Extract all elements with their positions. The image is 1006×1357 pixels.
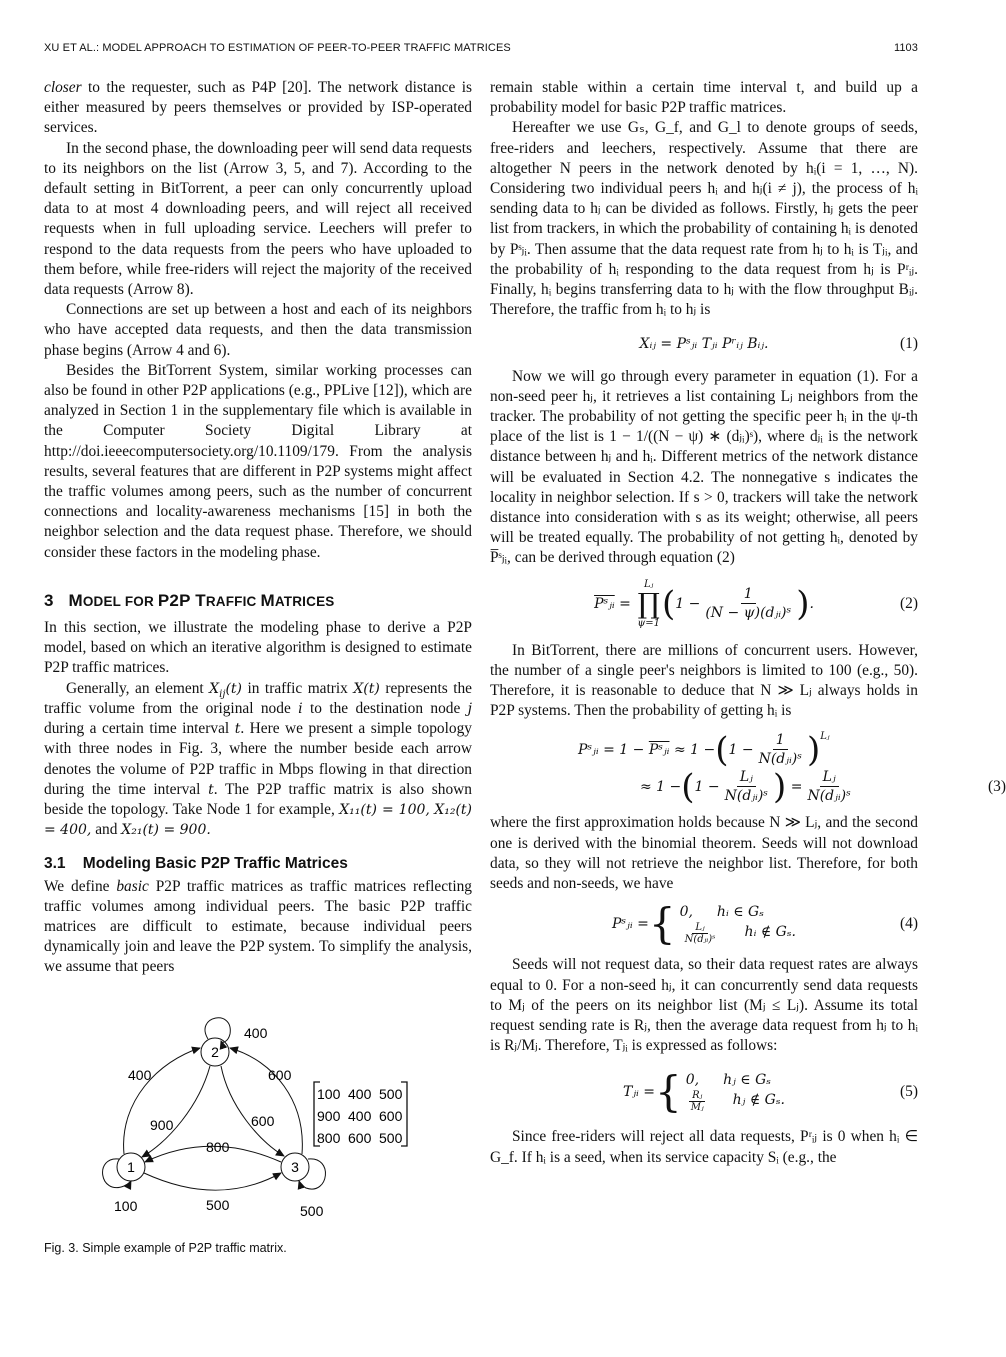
subsection-heading [44, 854, 472, 874]
paragraph: Connections are set up between a host and each of its neighbors who have accepted data requests, and then the data transmission phase begins (Arrow 4 and 6). [44, 301, 472, 359]
italic-term: basic [116, 877, 149, 895]
node-label: 3 [291, 1158, 299, 1175]
case-condition: hⱼ ∈ Gₛ [723, 1072, 772, 1089]
equation-5: Tⱼᵢ = { 0, hⱼ ∈ Gₛ $\frac{\text{Rⱼ}}{\text{Mⱼ}}$ hⱼ ∉ Gₛ. (5) [622, 1066, 918, 1116]
denominator: N(dⱼᵢ)ˢ [758, 751, 802, 768]
term: 1 − [675, 595, 701, 612]
math-xt: X(t) [353, 680, 380, 697]
denominator: N(dⱼᵢ)ˢ [684, 934, 716, 946]
term: = [790, 778, 803, 795]
fraction [804, 768, 853, 805]
math-xij: $X_{ij}(t)$ [209, 680, 243, 700]
matrix-cell: 500 [379, 1129, 403, 1146]
matrix-cell: 500 [379, 1085, 403, 1102]
denominator: Mⱼ [690, 1102, 704, 1114]
equation-number: (1) [900, 335, 918, 353]
edge-label: 900 [150, 1116, 174, 1133]
matrix-cell: 600 [379, 1107, 403, 1124]
equation-number: (5) [900, 1082, 918, 1100]
section-number: 3 [44, 590, 54, 610]
term: 1 − [728, 741, 754, 758]
paragraph: Now we will go through every parameter in equation (1). For a non-seed peer hⱼ, it retrieves a list containing Lⱼ neighbors from the tracker. The probability of not getting the specific peer hᵢ in the ψ-th place of the list is 1 − 1/((N − ψ) ∗ (dⱼᵢ)ˢ), where dⱼᵢ is the network distance between hⱼ and hᵢ. Different metrics of the network distance will be evaluated in Section 4.2. The nonnegative s indicates the locality in neighbor selection. If s > 0, trackers will take the network distance into consideration with s as its weight; otherwise, all peers will be treated equally. The probability of not getting hᵢ, denoted by P̅ˢⱼᵢ, can be derived through equation (2) [490, 367, 918, 567]
edge-label: 600 [251, 1112, 275, 1129]
numerator: Rⱼ [689, 1090, 705, 1102]
figure-3 [44, 1006, 472, 1238]
term: . [809, 595, 814, 612]
exponent: Lⱼ [820, 731, 830, 743]
paragraph: Since free-riders will reject all data requests, Pʳᵢⱼ is 0 when hᵢ ∈ G_f. If hᵢ is a seed, when its service capacity Sᵢ (e.g., the [490, 1128, 918, 1166]
text: We define [44, 877, 117, 895]
equation-1 [490, 334, 918, 354]
heading-part: RAFFIC [205, 593, 261, 609]
math-t: t [208, 781, 214, 798]
product-operator: Lⱼ ∏ ψ=1 [637, 578, 660, 629]
fraction [722, 768, 771, 805]
equation-body: Xᵢⱼ = Pˢⱼᵢ Tⱼᵢ Pʳᵢⱼ Bᵢⱼ. [639, 336, 769, 353]
equation-lhs: Tⱼᵢ = [622, 1083, 656, 1100]
equation-4: Pˢⱼᵢ = { 0, hᵢ ∈ Gₛ $\frac{\text{Lⱼ}}{\text{N(dⱼᵢ)ˢ}}$ hᵢ ∉ Gₛ. (4) [611, 898, 918, 948]
page-number: 1103 [893, 42, 918, 54]
matrix-cell: 900 [317, 1107, 341, 1124]
fraction [682, 922, 719, 945]
text: . Here we present a simple topology with three nodes in Fig. 3, where the number beside each arrow denotes the volume of P2P traffic in Mbps flowing in that direction during the time interval [44, 720, 472, 798]
term: ≈ 1 − [673, 741, 716, 758]
math-x21: X₂₁(t) = 900. [121, 822, 211, 839]
denominator: N(dⱼᵢ)ˢ [724, 788, 769, 805]
equation-number: (3) [988, 777, 1006, 795]
paragraph: where the first approximation holds because N ≫ Lⱼ, and the second one is derived with the binomial theorem. Seeds will not download data, so they will not retrieve the neighbor list. Therefore, for both seeds and non-seeds, we have [490, 814, 918, 893]
text: Generally, an element [66, 679, 210, 697]
node-label: 2 [211, 1043, 219, 1060]
lower-limit: ψ=1 [637, 617, 660, 629]
numerator: 1 [741, 585, 756, 604]
cases [686, 1070, 785, 1113]
numerator: Lⱼ [692, 922, 707, 934]
edge-label: 400 [128, 1066, 152, 1083]
matrix-cell: 600 [348, 1129, 372, 1146]
paragraph [44, 679, 472, 841]
numerator: Lⱼ [737, 768, 756, 787]
edge-label: 500 [206, 1196, 230, 1213]
matrix-cell: 400 [348, 1107, 372, 1124]
edge-label: 800 [206, 1138, 230, 1155]
subsection-number: 3.1 [44, 855, 66, 873]
math-x12: X₁₂(t) = 400, [44, 801, 472, 839]
paragraph: Besides the BitTorrent System, similar working processes can also be found in other P2P applications (e.g., PPLive [12]), which are analyzed in Section 1 in the supplementary file which is available in the Computer Society Digital Library at http://doi.ieeecomputersociety.org/10.1109/179. From the analysis results, several features that are different in P2P systems might affect the traffic volumes among peers, such as the number of concurrent connections and locality-awareness mechanisms [15] in both the neighbor selection and the data request phase. Therefore, we should consider these factors in the modeling phase. [44, 361, 472, 561]
denominator: N(dⱼᵢ)ˢ [807, 788, 851, 805]
math-x11: X₁₁(t) = 100, [339, 801, 430, 818]
right-column [490, 78, 1006, 1168]
text: and [91, 821, 122, 839]
matrix-cell: 100 [317, 1085, 341, 1102]
paragraph-text: to the requester, such as P4P [20]. The network distance is either measured by peers themselves or provided by ISP-operated services. [44, 79, 472, 137]
math-t: t [234, 721, 241, 738]
equation-number: (2) [900, 594, 918, 612]
term: Pˢⱼᵢ [648, 741, 670, 758]
paragraph: In this section, we illustrate the modeling phase to derive a P2P model, based on which an iterative algorithm is designed to estimate P2P traffic matrices. [44, 619, 472, 677]
heading-part: M [260, 590, 275, 610]
heading-part: ODEL FOR [82, 593, 158, 609]
edge-label: 600 [268, 1066, 292, 1083]
matrix-cell: 400 [348, 1085, 372, 1102]
paragraph: remain stable within a certain time interval t, and build up a probability model for basic P2P traffic matrices. [490, 79, 918, 117]
text: to the destination node [302, 699, 468, 717]
paragraph: In the second phase, the downloading peer will send data requests to its neighbors on the list (Arrow 3, 5, and 7). According to the default setting in BitTorrent, a peer can only concurrently upload data to at most 4 downloading peers, and will reject all received requests when in full uploading service. Leechers will prefer to respond to the data requests from the peers who have uploaded to them before, while free-riders will reject the majority of the received data requests (Arrow 8). [44, 139, 472, 299]
case-condition: hᵢ ∈ Gₛ [716, 904, 764, 921]
case-value: 0, [679, 904, 693, 921]
case-condition: hᵢ ∉ Gₛ. [744, 924, 796, 941]
paragraph [44, 877, 472, 978]
equation-lhs: Pˢⱼᵢ [594, 595, 615, 612]
figure-caption: Fig. 3. Simple example of P2P traffic matrix. [44, 1240, 287, 1255]
paragraph: In BitTorrent, there are millions of concurrent users. However, the number of a single peer's neighbors is limited to 100 (e.g., 50). Therefore, it is reasonable to deduce that N ≫ Lⱼ always holds in P2P systems. Then the probability of getting hᵢ is [490, 641, 918, 720]
heading-part: M [68, 590, 83, 610]
equation-3 [490, 729, 1006, 807]
heading-part: P2P T [157, 590, 206, 610]
math-i: i [298, 700, 303, 717]
numerator: 1 [773, 731, 788, 750]
paragraph: Seeds will not request data, so their data request rates are always equal to 0. For a non-seed hⱼ, it can concurrently send data requests to Mⱼ of the peers on its neighbor list (Mⱼ ≤ Lⱼ). Assume its total request sending rate is Rⱼ, then the average data request from hⱼ to hᵢ is Rⱼ/Mⱼ. Therefore, Tⱼᵢ is expressed as follows: [490, 956, 918, 1055]
numerator: Lⱼ [820, 768, 839, 787]
term: 1 − [694, 778, 720, 795]
equation-line: Pˢⱼᵢ = 1 − Pˢⱼᵢ ≈ 1 − ( 1 − $\frac{1}{\text{N(dⱼᵢ)ˢ}}$ ) $^{Lⱼ}$ [578, 729, 830, 770]
traffic-topology-diagram [44, 1006, 472, 1238]
text: P2P traffic matrices as traffic matrices reflecting traffic volumes among individual peers. The basic P2P traffic matrices are difficult to estimate, because individual peers dynamically join and leave the P2P system. To simplify the analysis, we assume that peers [44, 877, 472, 976]
node-label: 1 [127, 1158, 135, 1175]
text: . The P2P traffic matrix is also shown beside the topology. Take Node 1 for example, [44, 780, 472, 818]
section-heading [44, 591, 472, 612]
edge-label: 400 [244, 1024, 268, 1041]
case-value: 0, [685, 1072, 700, 1089]
running-header [44, 42, 918, 54]
term: ≈ 1 − [640, 778, 682, 795]
math-j: j [467, 700, 472, 717]
equation-2: Pˢⱼᵢ = Lⱼ ∏ ψ=1 ( 1 − $\frac{1}{\text{(N − ψ)(dⱼᵢ)ˢ}}$ ) . (2) [594, 578, 918, 629]
traffic-matrix [317, 1086, 403, 1146]
fraction [702, 585, 794, 622]
paragraph: Hereafter we use Gₛ, G_f, and G_l to denote groups of seeds, free-riders and leechers, respectively. Assume that there are altogether N peers in the network denoted by hᵢ(i = 1, …, N). Considering two individual peers hᵢ and hⱼ(i ≠ j), the process of hᵢ sending data to hⱼ can be divided as follows. Firstly, hⱼ gets the peer list from trackers, in which the probability of containing hᵢ is denoted by Pˢⱼᵢ. Then assume that the data request rate from hⱼ to hᵢ is Tⱼᵢ, and the probability of hᵢ responding to the data request from hⱼ is Pʳᵢⱼ. Finally, hᵢ begins transferring data to hⱼ with the flow throughput Bᵢⱼ. Therefore, the traffic from hᵢ to hⱼ is [490, 119, 918, 319]
upper-limit: Lⱼ [644, 578, 654, 590]
equation-lhs: Pˢⱼᵢ = [611, 915, 649, 932]
equation-line: ≈ 1 − ( 1 − $\frac{\text{Lⱼ}}{\text{N(dⱼᵢ)ˢ}}$ ) = $\frac{\text{Lⱼ}}{\text{N(dⱼᵢ)ˢ}}$ (3) [640, 766, 1006, 807]
italic-term: closer [44, 79, 82, 96]
text: during a certain time interval [44, 720, 235, 738]
heading-part: ATRICES [274, 593, 335, 609]
term: Pˢⱼᵢ = 1 − [578, 741, 645, 758]
subsection-title: Modeling Basic P2P Traffic Matrices [82, 855, 348, 873]
paragraph [44, 78, 472, 139]
fraction [688, 1090, 707, 1113]
equation-number: (4) [900, 914, 918, 932]
fraction [756, 731, 805, 768]
edge-label: 100 [114, 1197, 138, 1214]
matrix-cell: 800 [317, 1129, 341, 1146]
text: in traffic matrix [242, 679, 354, 697]
left-column [44, 78, 472, 1258]
denominator: (N − ψ)(dⱼᵢ)ˢ [705, 605, 792, 622]
cases [680, 902, 796, 945]
running-title: XU ET AL.: MODEL APPROACH TO ESTIMATION OF PEER-TO-PEER TRAFFIC MATRICES [44, 42, 511, 54]
text: represents the traffic volume from the original node [44, 679, 472, 717]
edge-label: 500 [300, 1202, 324, 1219]
case-condition: hⱼ ∉ Gₛ. [732, 1092, 785, 1109]
